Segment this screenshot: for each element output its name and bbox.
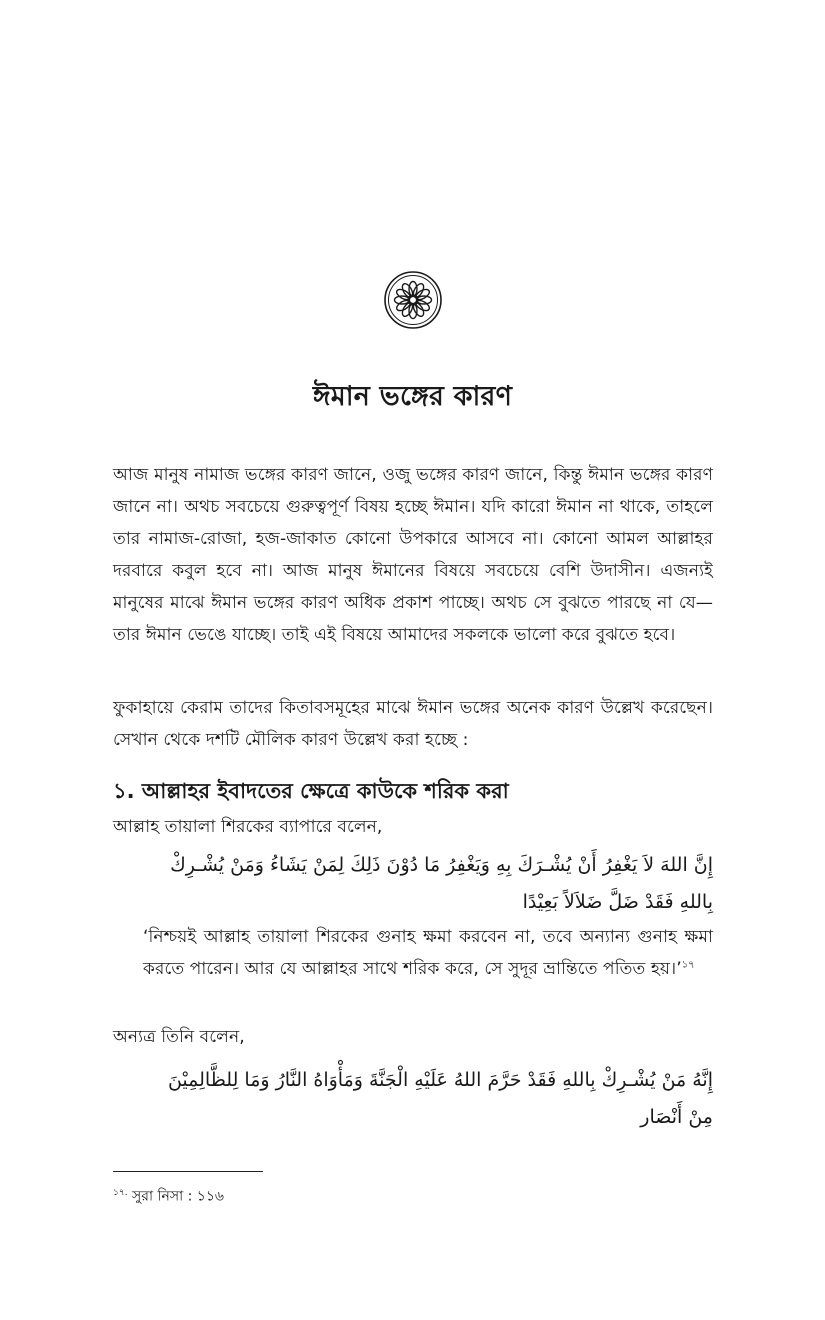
flower-ornament-icon — [383, 270, 443, 330]
body-paragraph: আজ মানুষ নামাজ ভঙ্গের কারণ জানে, ওজু ভঙ্গের কারণ জানে, কিন্তু ঈমান ভঙ্গের কারণ জানে না। অথচ সবচেয়ে গুরুত্বপূর্ণ বিষয় হচ্ছে ঈমান। যদি কারো ঈমান না থাকে, তাহলে তার নামাজ-রোজা, হজ-জাকাত কোনো উপকারে আসবে না। কোনো আমল আল্লাহর দরবারে কবুল হবে না। আজ মানুষ ঈমানের বিষয়ে সবচেয়ে বেশি উদাসীন। এজন্যই মানুষের মাঝে ঈমান ভঙ্গের কারণ অধিক প্রকাশ পাচ্ছে। অথচ সে বুঝতে পারছে না যে—তার ঈমান ভেঙে যাচ্ছে। তাই এই বিষয়ে আমাদের সকলকে ভালো করে বুঝতে হবে। — [113, 465, 713, 645]
footnote-number: ১৭. — [113, 1188, 128, 1198]
footnote-divider — [113, 1171, 263, 1172]
arabic-verse: إِنَّ اللهَ لاَ يَغْفِرُ أَنْ يُشْـرَكَ بِهِ وَيَغْفِرُ مَا دُوْنَ ذَلِكَ لِمَنْ يَشَاءُ وَمَنْ يُشْـرِكْ بِاللهِ فَقَدْ ضَلَّ ضَلاَلاً بَعِيْدًا — [170, 854, 713, 913]
verse-translation — [143, 921, 713, 985]
chapter-title: ঈমান ভঙ্গের কারণ — [312, 381, 513, 412]
footnote — [113, 1182, 224, 1208]
section-heading: ১. আল্লাহর ইবাদতের ক্ষেত্রে কাউকে শরিক করা — [113, 779, 509, 803]
translation-text: ‘নিশ্চয়ই আল্লাহ তায়ালা শিরকের গুনাহ ক্ষমা করবেন না, তবে অন্যান্য গুনাহ ক্ষমা করতে পারেন। আর যে আল্লাহর সাথে শরিক করে, সে সুদূর ভ্রান্তিতে পতিত হয়।’ — [143, 927, 713, 979]
footnote-text: সুরা নিসা : ১১৬ — [132, 1188, 225, 1205]
quote-intro: অন্যত্র তিনি বলেন, — [113, 1027, 245, 1047]
body-paragraph: ফুকাহায়ে কেরাম তাদের কিতাবসমূহের মাঝে ঈমান ভঙ্গের অনেক কারণ উল্লেখ করেছেন। সেখান থেকে দশটি মৌলিক কারণ উল্লেখ করা হচ্ছে : — [113, 698, 713, 750]
arabic-verse: إِنَّهُ مَنْ يُشْـرِكْ بِاللهِ فَقَدْ حَرَّمَ اللهُ عَلَيْهِ الْجَنَّةَ وَمَأْوَاهُ النَّارُ وَمَا لِلظَّالِمِيْنَ مِنْ أَنْصَار — [167, 1069, 713, 1128]
footnote-reference[interactable]: ১৭ — [681, 959, 695, 971]
quote-intro: আল্লাহ তায়ালা শিরকের ব্যাপারে বলেন, — [113, 817, 383, 837]
